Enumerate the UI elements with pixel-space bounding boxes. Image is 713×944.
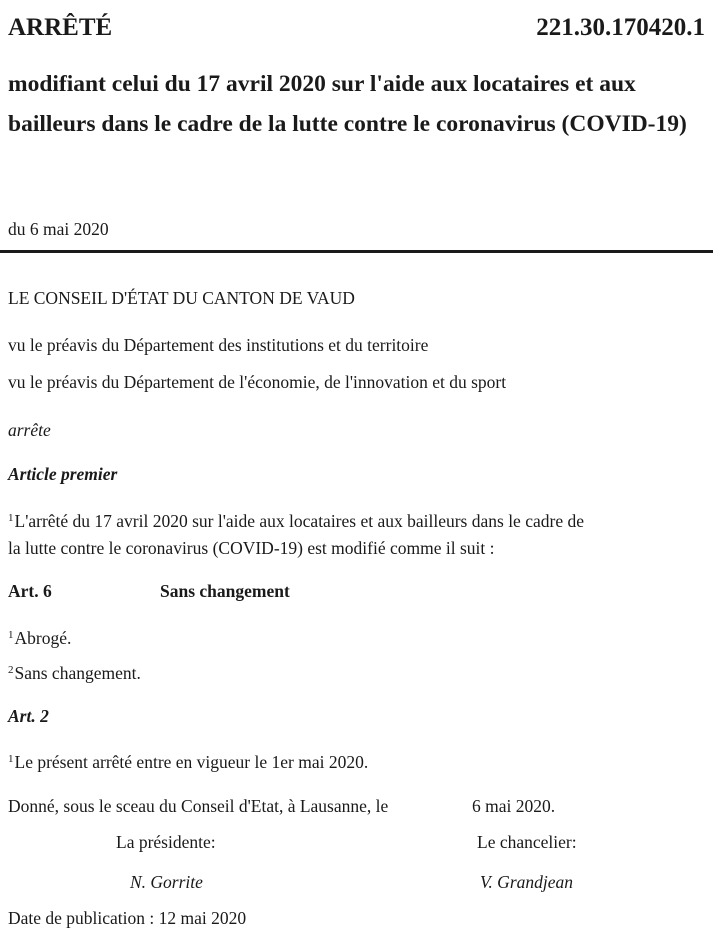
article-premier-heading: Article premier bbox=[8, 464, 118, 484]
paragraph-number: 1 bbox=[8, 753, 14, 765]
paragraph-text: L'arrêté du 17 avril 2020 sur l'aide aux locataires et aux bailleurs dans le cadre de bbox=[14, 511, 584, 531]
paragraph-text: Abrogé. bbox=[14, 628, 72, 648]
paragraph-number: 1 bbox=[8, 512, 14, 524]
signatory-left-title: La présidente: bbox=[116, 832, 216, 852]
signatory-right-title: Le chancelier: bbox=[477, 832, 577, 852]
article-premier-line-2: la lutte contre le coronavirus (COVID-19) est modifié comme il suit : bbox=[8, 538, 495, 558]
decision-word: arrête bbox=[8, 420, 51, 440]
document-date: du 6 mai 2020 bbox=[8, 219, 109, 239]
given-line: Donné, sous le sceau du Conseil d'Etat, à Lausanne, le bbox=[8, 796, 389, 816]
publication-date: Date de publication : 12 mai 2020 bbox=[8, 908, 247, 928]
paragraph-text: Sans changement. bbox=[14, 663, 141, 683]
document-title: modifiant celui du 17 avril 2020 sur l'aide aux locataires et aux bailleurs dans le cadre de la lutte contre le coronavirus (COVID-19) bbox=[8, 71, 687, 137]
authority: LE CONSEIL D'ÉTAT DU CANTON DE VAUD bbox=[8, 288, 355, 308]
art2-para-1 bbox=[8, 752, 368, 773]
art6-para-2 bbox=[8, 663, 141, 684]
given-date: 6 mai 2020. bbox=[472, 796, 556, 816]
art6-title: Sans changement bbox=[160, 581, 290, 601]
article-premier-line-1 bbox=[8, 511, 584, 532]
paragraph-text: Le présent arrêté entre en vigueur le 1er mai 2020. bbox=[14, 752, 369, 772]
document-number: 221.30.170420.1 bbox=[536, 14, 705, 41]
considerant-1: vu le préavis du Département des institutions et du territoire bbox=[8, 335, 429, 355]
signatory-right-name: V. Grandjean bbox=[480, 872, 574, 892]
art6-para-1 bbox=[8, 628, 71, 649]
signatory-left-name: N. Gorrite bbox=[130, 872, 203, 892]
paragraph-number: 2 bbox=[8, 664, 14, 676]
art2-heading: Art. 2 bbox=[8, 706, 49, 726]
art6-label: Art. 6 bbox=[8, 581, 52, 601]
document-type: ARRÊTÉ bbox=[8, 14, 113, 41]
considerant-2: vu le préavis du Département de l'économie, de l'innovation et du sport bbox=[8, 372, 507, 392]
header-divider bbox=[0, 250, 713, 253]
paragraph-number: 1 bbox=[8, 629, 14, 641]
